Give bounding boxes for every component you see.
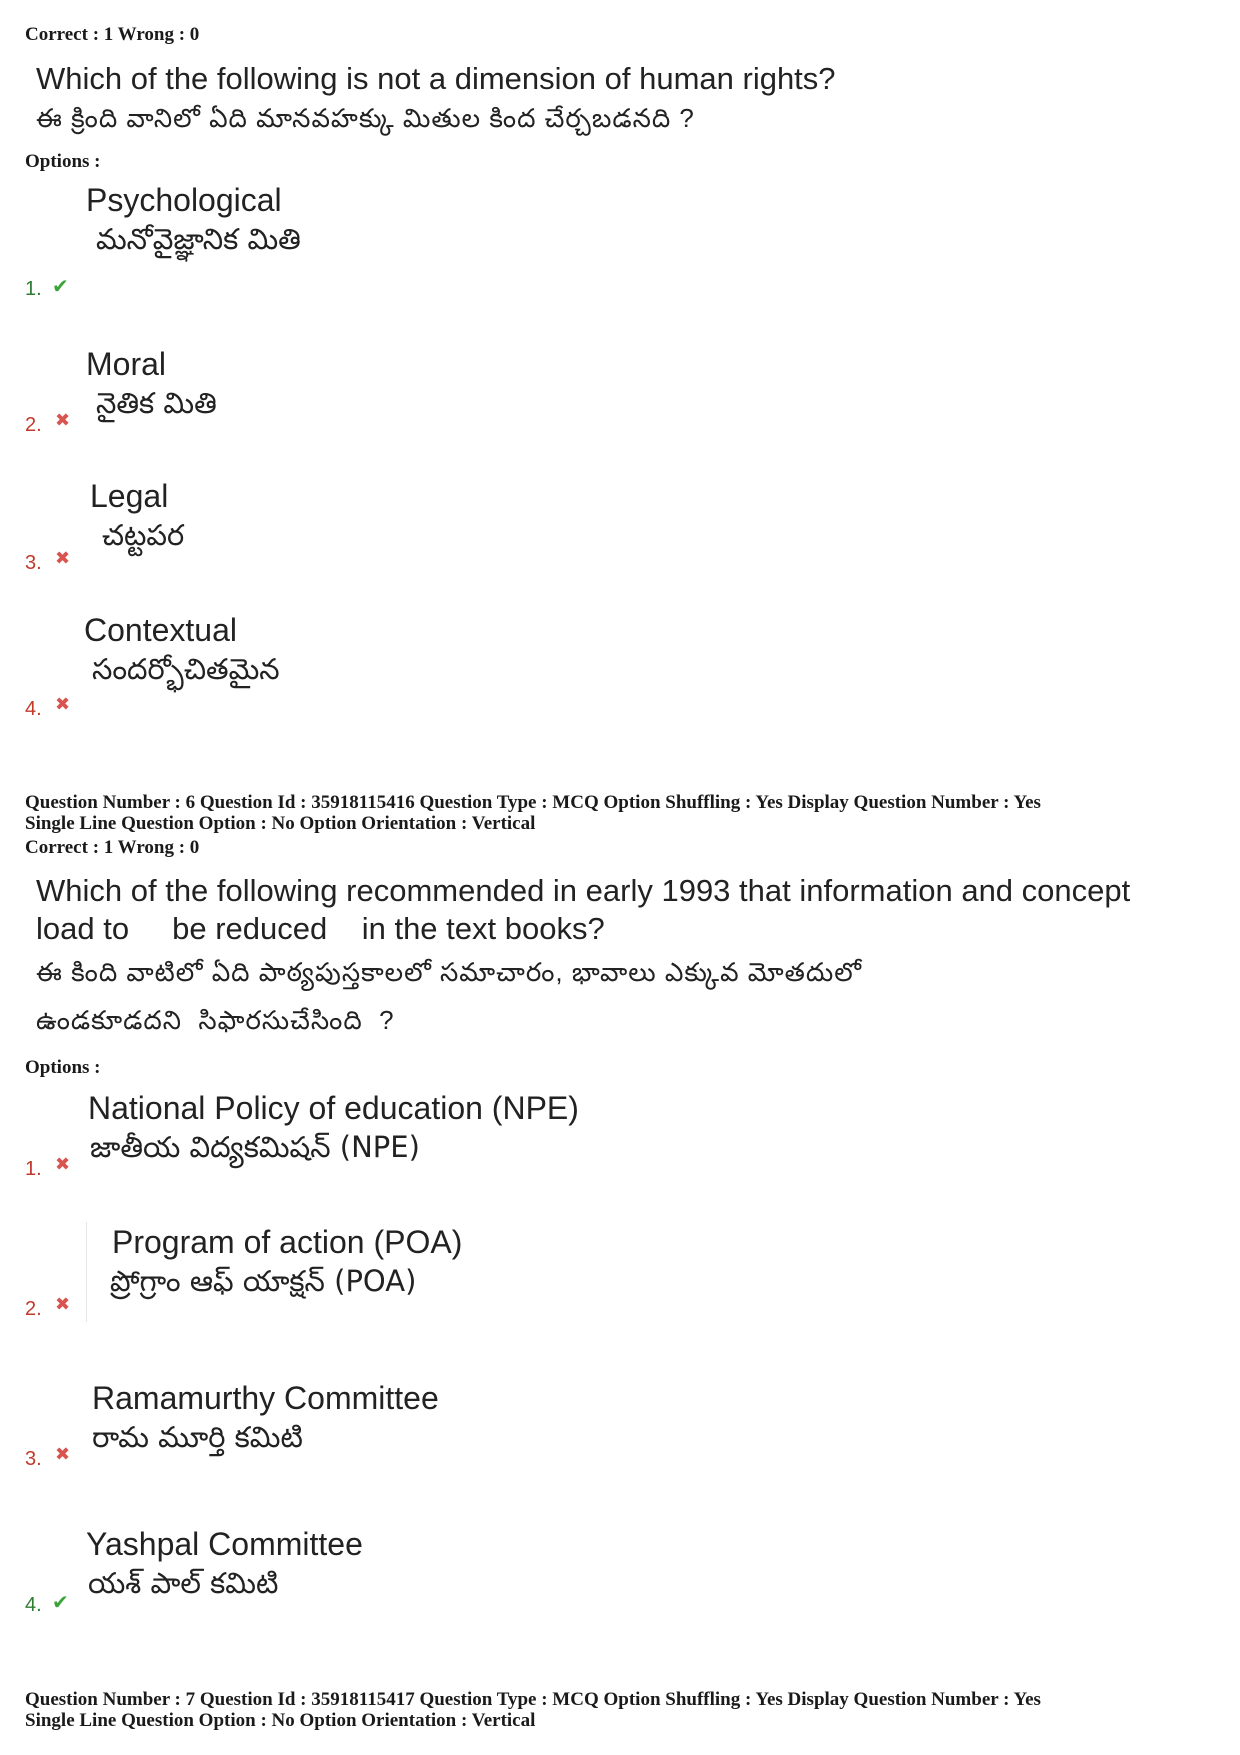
q5-option-4-number: 4. [25,698,42,720]
q7-meta-line-2: Single Line Question Option : No Option Orientation : Vertical [25,1710,536,1731]
q6-option-2-en: Program of action (POA) [112,1224,463,1260]
q7-meta-line-1: Question Number : 7 Question Id : 35918115417 Question Type : MCQ Option Shuffling : Yes Display Question Number : Yes [25,1689,1041,1710]
q6-option-2-te: ప్రోగ్రాం ఆఫ్ యాక్షన్ (POA) [110,1264,417,1298]
q6-meta-line-2: Single Line Question Option : No Option Orientation : Vertical [25,813,536,834]
q6-option-3-te: రామ మూర్తి కమిటి [92,1420,303,1454]
q6-question-en-line-2: load to be reduced in the text books? [36,911,605,946]
q6-option-3-en: Ramamurthy Committee [92,1380,439,1416]
cross-icon: ✖ [55,1154,71,1175]
cross-icon: ✖ [55,1294,71,1315]
q5-option-2-te: నైతిక మితి [96,386,217,420]
q6-question-en-line-1: Which of the following recommended in early 1993 that information and concept [36,873,1131,908]
q6-option-4-te: యశ్ పాల్ కమిటి [88,1566,279,1600]
q5-option-1-en: Psychological [86,182,282,218]
cross-icon: ✖ [55,548,71,569]
q6-options-label: Options : [25,1057,101,1078]
q5-option-4-en: Contextual [84,612,237,648]
q6-option-1-te: జాతీయ విద్యకమిషన్ (NPE) [90,1130,420,1164]
q6-option-1-number: 1. [25,1158,42,1180]
q5-option-1-te: మనోవైజ్ఞానిక మితి [96,222,301,256]
q6-question-te-line-2: ఉండకూడదని సిఫారసుచేసింది ? [36,1005,395,1035]
q6-option-1-en: National Policy of education (NPE) [88,1090,579,1126]
q6-meta-line-1: Question Number : 6 Question Id : 35918115416 Question Type : MCQ Option Shuffling : Yes Display Question Number : Yes [25,792,1041,813]
q5-option-2-number: 2. [25,414,42,436]
cross-icon: ✖ [55,410,71,431]
q5-option-3-number: 3. [25,552,42,574]
check-icon: ✔ [52,274,69,298]
q6-option-4-en: Yashpal Committee [86,1526,363,1562]
q6-question-te-line-1: ఈ కింది వాటిలో ఏది పాఠ్యపుస్తకాలలో సమాచారం, భావాలు ఎక్కువ మోతదులో [36,957,862,987]
q5-option-3-en: Legal [90,478,169,514]
q6-option-3-number: 3. [25,1448,42,1470]
q5-question-te: ఈ క్రింది వానిలో ఏది మానవహక్కు మితుల కింద చేర్చబడనది ? [36,103,695,133]
q5-option-1-number: 1. [25,278,42,300]
option-divider [86,1222,87,1322]
q6-option-2-number: 2. [25,1298,42,1320]
q5-option-3-te: చట్టపర [102,518,185,552]
q5-question-en: Which of the following is not a dimension of human rights? [36,61,836,96]
q6-option-4-number: 4. [25,1594,42,1616]
q6-score: Correct : 1 Wrong : 0 [25,837,200,858]
cross-icon: ✖ [55,694,71,715]
q5-option-2-en: Moral [86,346,167,382]
check-icon: ✔ [52,1590,69,1614]
q5-option-4-te: సందర్భోచితమైన [92,652,280,686]
cross-icon: ✖ [55,1444,71,1465]
q5-score: Correct : 1 Wrong : 0 [25,24,200,45]
q5-options-label: Options : [25,151,101,172]
